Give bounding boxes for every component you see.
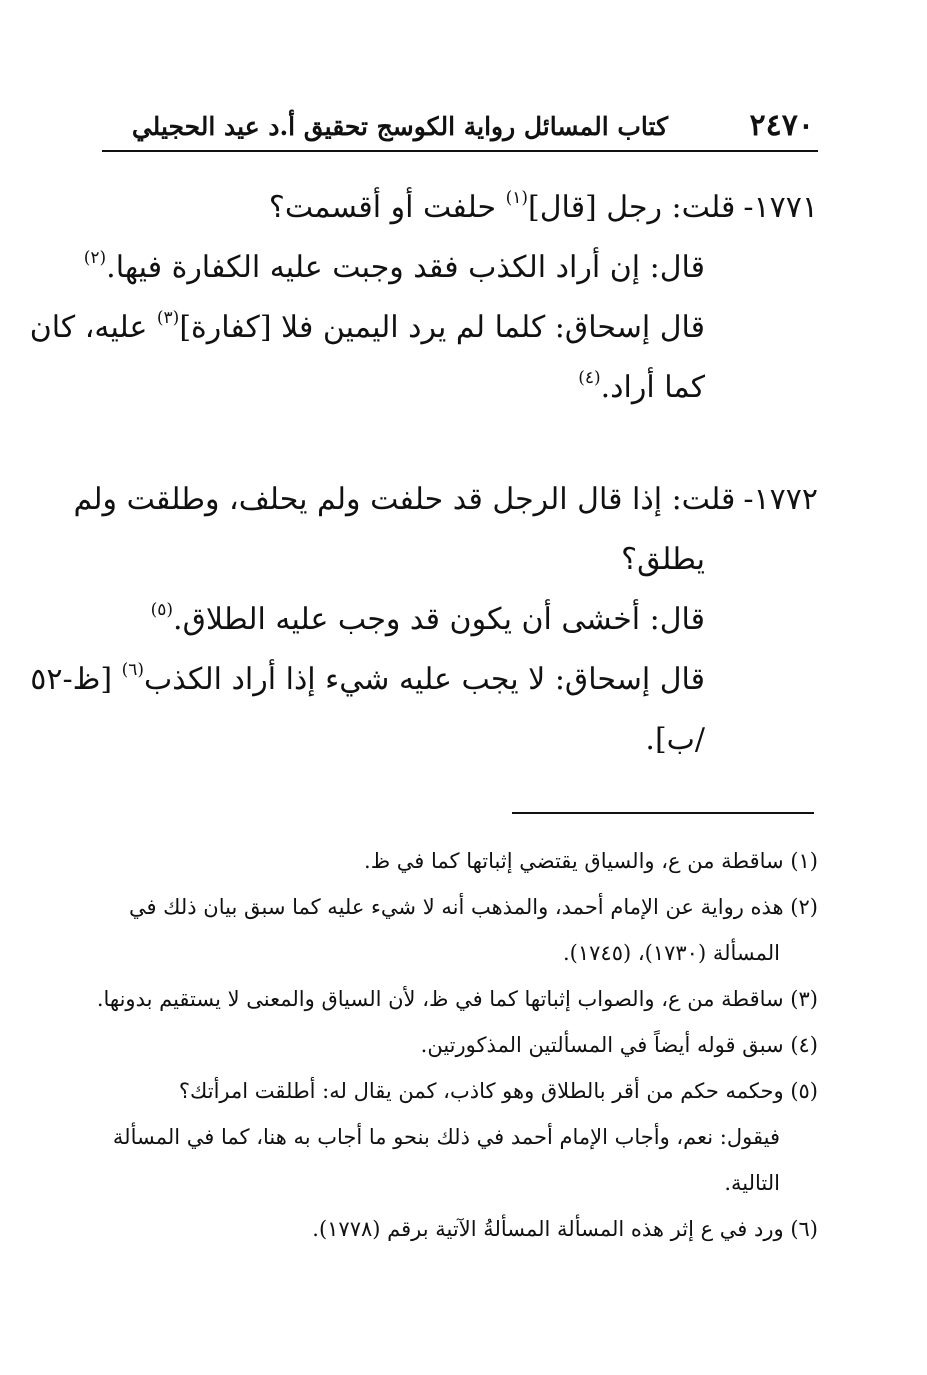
answer-text: قال: إن أراد الكذب فقد وجبت عليه الكفارة فيها. [106,250,705,285]
footnote-ref: (٢) [83,248,107,268]
question-text: يطلق؟ [621,542,705,577]
footnote-6: (٦) ورد في ع إثر هذه المسألة المسألةُ الآتية برقم (١٧٧٨). [312,1217,818,1241]
footnote-ref: (١) [505,188,529,208]
footnote-ref: (٥) [150,600,174,620]
footnote-separator [512,812,814,814]
ishaq-text: كما أراد. [600,370,705,405]
footnote-2-continued: المسألة (١٧٣٠)، (١٧٤٥). [563,941,780,965]
main-text [29,178,818,770]
ishaq-1772-line1 [30,650,818,710]
footnote-3: (٣) ساقطة من ع، والصواب إثباتها كما في ظ، لأن السياق والمعنى لا يستقيم بدونها. [96,987,818,1011]
ishaq-text: /ب]. [645,722,705,757]
answer-1772 [102,590,818,650]
ishaq-1771-line1 [29,298,818,358]
footnote-5-continued: فيقول: نعم، وأجاب الإمام أحمد في ذلك بنحو ما أجاب به هنا، كما في المسألة [112,1125,780,1149]
running-title: كتاب المسائل رواية الكوسج تحقيق أ.د عيد الحجيلي [131,112,668,141]
ishaq-1771-line2 [102,358,818,418]
footnote-ref: (٣) [156,308,180,328]
question-1771 [102,178,818,238]
question-1772-line1 [73,470,818,530]
answer-text: قال: أخشى أن يكون قد وجب عليه الطلاق. [173,602,705,637]
paragraph-gap [102,418,818,470]
ishaq-text: قال إسحاق: لا يجب عليه شيء إذا أراد الكذب [143,662,705,697]
footnote-1: (١) ساقطة من ع، والسياق يقتضي إثباتها كما في ظ. [364,849,818,873]
ishaq-text-rest: عليه، كان [29,310,157,345]
ishaq-1772-line2 [102,710,818,770]
question-number: ١٧٧١- [743,190,818,225]
question-text: قلت: إذا قال الرجل قد حلفت ولم يحلف، وطلقت ولم [73,482,736,517]
footnote-ref: (٤) [578,368,601,388]
footnote-4: (٤) سبق قوله أيضاً في المسألتين المذكورتين. [420,1033,818,1057]
question-text-rest: حلفت أو أقسمت؟ [268,190,506,225]
footnote-ref: (٦) [121,660,144,680]
question-number: ١٧٧٢- [743,482,818,517]
ishaq-text-rest: [ظ-٥٢ [30,662,122,697]
page-header [102,104,818,152]
footnote-5: (٥) وحكمه حكم من أقر بالطلاق وهو كاذب، كمن يقال له: أطلقت امرأتك؟ [178,1079,818,1103]
footnote-2: (٢) هذه رواية عن الإمام أحمد، والمذهب أنه لا شيء عليه كما سبق بيان ذلك في [128,895,818,919]
footnotes [96,838,818,1252]
question-1772-line2 [102,530,818,590]
answer-1771 [83,238,818,298]
page-number: ٢٤٧٠ [749,108,814,143]
footnote-5-continued: التالية. [724,1171,780,1195]
ishaq-text: قال إسحاق: كلما لم يرد اليمين فلا [كفارة] [179,310,705,345]
question-text: قلت: رجل [قال] [528,190,736,225]
